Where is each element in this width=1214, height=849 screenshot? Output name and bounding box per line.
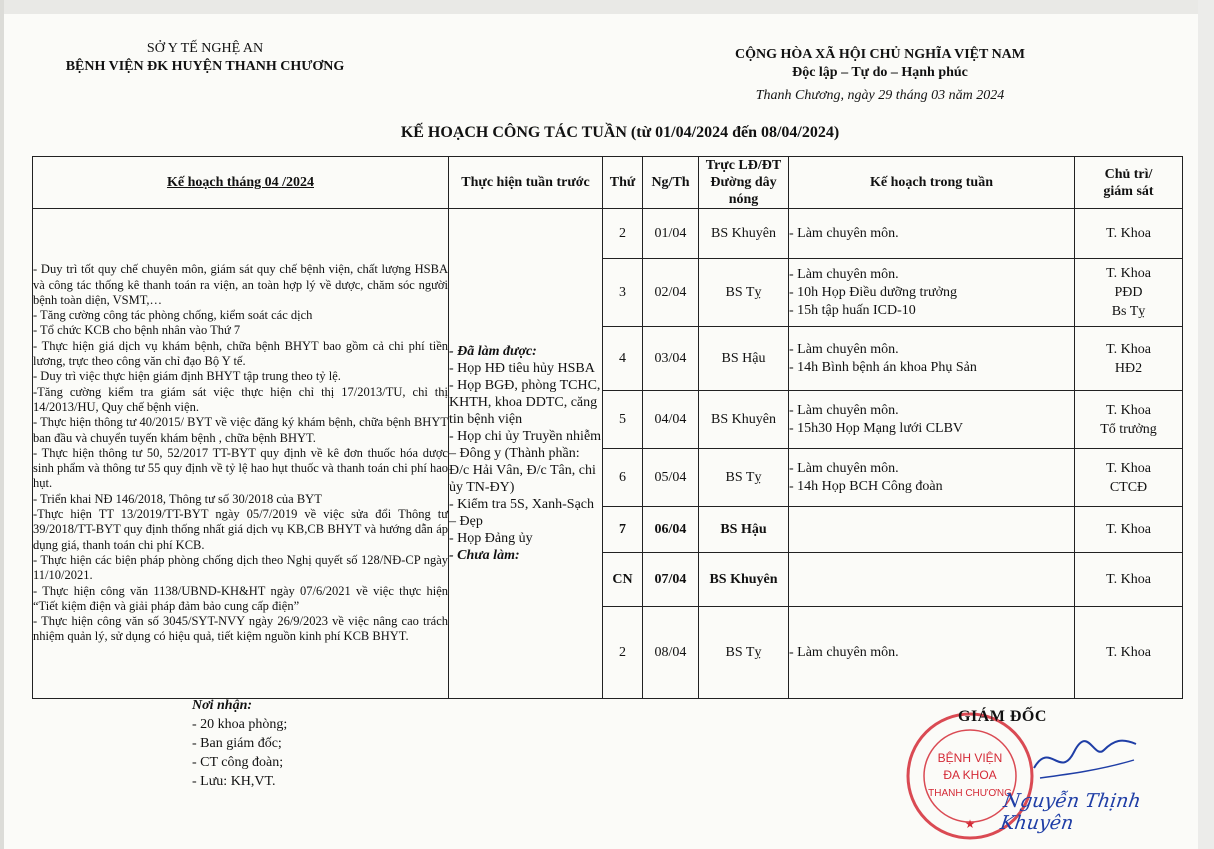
supervisor-item: T. Khoa <box>1106 522 1151 537</box>
week-plan <box>789 507 1075 553</box>
month-item: - Duy trì việc thực hiện giám định BHYT tập trung theo tỷ lệ. <box>33 369 341 384</box>
month-item: - Tăng cường công tác phòng chống, kiểm soát các dịch <box>33 308 313 323</box>
month-item: - Thực hiện công văn số 3045/SYT-NVY ngày 26/9/2023 về việc nâng cao trách nhiệm quản lý, sử dụng có hiệu quả, tiết kiệm nguồn kinh phí KCB BHYT. <box>33 614 448 644</box>
supervisor-item: T. Khoa <box>1106 572 1151 587</box>
month-item: - Thực hiện các biện pháp phòng chống dịch theo Nghị quyết số 128/NĐ-CP ngày 11/10/2021. <box>33 552 448 583</box>
plan-item: - Làm chuyên môn. <box>789 266 899 282</box>
week-plan <box>789 327 1075 391</box>
duty-doctor: BS Tỵ <box>699 259 789 327</box>
supervisor <box>1075 553 1183 607</box>
header-duty <box>699 157 789 209</box>
director-title: GIÁM ĐỐC <box>958 708 1047 725</box>
date: 08/04 <box>643 607 699 699</box>
supervisor-item: Bs Tỵ <box>1111 304 1146 319</box>
duty-doctor: BS Tỵ <box>699 449 789 507</box>
plan-item: - 14h Họp BCH Công đoàn <box>789 478 943 494</box>
month-item: -Thực hiện TT 13/2019/TT-BYT ngày 05/7/2019 về việc sửa đổi Thông tư 39/2018/TT-BYT quy định thống nhất giá dịch vụ KB,CB BHYT và hướng dẫn áp dụng giá, thanh toán chi phí KCB. <box>33 507 448 552</box>
nation-name: CỘNG HÒA XÃ HỘI CHỦ NGHĨA VIỆT NAM <box>734 47 1025 62</box>
supervisor <box>1075 449 1183 507</box>
plan-item: - Làm chuyên môn. <box>789 644 899 660</box>
date: 05/04 <box>643 449 699 507</box>
header-supervisor-line2: giám sát <box>1103 183 1154 199</box>
supervisor-item: T. Khoa <box>1106 402 1151 418</box>
supervisor-item: T. Khoa <box>1106 341 1151 357</box>
supervisor <box>1075 507 1183 553</box>
date: 06/04 <box>643 507 699 553</box>
done-item: - Họp BGĐ, phòng TCHC, KHTH, khoa DDTC, căng tin bệnh viện <box>449 378 601 427</box>
recipients-block <box>192 696 287 791</box>
header-date: Ng/Th <box>643 157 699 209</box>
supervisor-item: T. Khoa <box>1106 266 1151 281</box>
weekday: 6 <box>603 449 643 507</box>
supervisor-item: T. Khoa <box>1106 460 1151 476</box>
duty-doctor: BS Tỵ <box>699 607 789 699</box>
week-plan <box>789 259 1075 327</box>
plan-item: - 15h30 Họp Mạng lưới CLBV <box>789 420 964 436</box>
supervisor-item: T. Khoa <box>1106 645 1151 660</box>
header-supervisor-line1: Chủ trì/ <box>1104 166 1153 182</box>
weekday: 7 <box>603 507 643 553</box>
supervisor-item: PĐD <box>1114 285 1143 300</box>
recipient-item: - Ban giám đốc; <box>192 736 282 751</box>
date: 03/04 <box>643 327 699 391</box>
seal-line-3: THANH CHƯƠNG <box>928 788 1012 799</box>
week-plan <box>789 553 1075 607</box>
weekday: 2 <box>603 209 643 259</box>
previous-week-cell <box>449 209 603 699</box>
header-previous-week: Thực hiện tuần trước <box>449 157 603 209</box>
not-done-label: - Chưa làm: <box>449 548 520 563</box>
month-item: - Thực hiện công văn 1138/UBND-KH&HT ngày 07/6/2021 về việc thực hiện “Tiết kiệm điện và giải pháp đảm bảo cung cấp điện” <box>33 583 448 613</box>
weekday: CN <box>603 553 643 607</box>
plan-item: - Làm chuyên môn. <box>789 460 899 476</box>
duty-doctor: BS Khuyên <box>699 553 789 607</box>
month-item: - Triển khai NĐ 146/2018, Thông tư số 30/2018 của BYT <box>33 491 322 506</box>
seal-line-2: ĐA KHOA <box>943 768 997 782</box>
date: 04/04 <box>643 391 699 449</box>
scan-edge-right <box>1198 0 1214 849</box>
signature-stroke-icon <box>1030 730 1140 790</box>
recipient-item: - CT công đoàn; <box>192 755 284 770</box>
month-item: -Tăng cường kiểm tra giám sát việc thực hiện chỉ thị 17/2013/TU, chỉ thị 14/2013/HU, Quy chế bệnh viện. <box>33 384 448 414</box>
week-plan <box>789 391 1075 449</box>
director-name: Nguyễn Thịnh Khuyên <box>998 790 1143 834</box>
document-date: Thanh Chương, ngày 29 tháng 03 năm 2024 <box>755 88 1005 103</box>
header-month-plan: Kế hoạch tháng 04 /2024 <box>33 157 449 209</box>
plan-item: - 14h Bình bệnh án khoa Phụ Sản <box>789 359 977 375</box>
hospital-name: BỆNH VIỆN ĐK HUYỆN THANH CHƯƠNG <box>65 59 345 74</box>
supervisor <box>1075 327 1183 391</box>
month-item: - Thực hiện thông tư 50, 52/2017 TT-BYT quy định về kê đơn thuốc hóa dược sinh phẩm và thông tư 55 quy định về tỷ lệ hao hụt thuốc và thanh toán chi phí hao hụt. <box>33 445 448 491</box>
week-plan <box>789 607 1075 699</box>
weekday: 5 <box>603 391 643 449</box>
month-item: - Thực hiện giá dịch vụ khám bệnh, chữa bệnh BHYT bao gồm cả chi phí tiền lương, trực theo công văn chỉ đạo Bộ Y tế. <box>33 338 448 369</box>
duty-doctor: BS Khuyên <box>699 391 789 449</box>
header-supervisor <box>1075 157 1183 209</box>
department-name: SỞ Y TẾ NGHỆ AN <box>146 41 264 56</box>
month-item: - Duy trì tốt quy chế chuyên môn, giám sát quy chế bệnh viện, chất lượng HSBA và công tác thống kê thanh toán ra viện, an toàn hợp lý về dược, chăm sóc người bệnh toàn diện, VSMT,… <box>33 262 448 307</box>
month-plan-cell <box>33 209 449 699</box>
supervisor-item: CTCĐ <box>1109 479 1148 495</box>
supervisor <box>1075 259 1183 327</box>
week-plan <box>789 449 1075 507</box>
header-week-plan: Kế hoạch trong tuần <box>789 157 1075 209</box>
issuer-header <box>40 40 370 76</box>
duty-doctor: BS Khuyên <box>699 209 789 259</box>
weekday: 2 <box>603 607 643 699</box>
header-weekday: Thứ <box>603 157 643 209</box>
supervisor <box>1075 607 1183 699</box>
header-duty-line2: Đường dây nóng <box>710 175 777 207</box>
svg-text:★: ★ <box>964 817 976 831</box>
plan-item: - 10h Họp Điều dưỡng trưởng <box>789 284 958 300</box>
done-item: - Kiểm tra 5S, Xanh-Sạch – Đẹp <box>449 497 595 529</box>
table-row <box>33 209 1183 259</box>
scan-edge-top <box>0 0 1214 14</box>
national-motto: Độc lập – Tự do – Hạnh phúc <box>792 65 968 80</box>
done-item: - Họp HĐ tiêu hủy HSBA <box>449 361 595 376</box>
done-item: - Họp chi ủy Truyền nhiễm – Đông y (Thành phần: Đ/c Hải Vân, Đ/c Tân, chi ủy TN-ĐY) <box>449 429 602 495</box>
recipients-label: Nơi nhận: <box>192 698 253 713</box>
supervisor <box>1075 391 1183 449</box>
plan-item: - 15h tập huấn ICD-10 <box>789 302 916 318</box>
plan-item: - Làm chuyên môn. <box>789 225 899 241</box>
recipient-item: - 20 khoa phòng; <box>192 717 288 732</box>
supervisor-item: Tổ trưởng <box>1100 421 1157 437</box>
recipient-item: - Lưu: KH,VT. <box>192 774 276 789</box>
month-item: - Thực hiện thông tư 40/2015/ BYT về việc đăng ký khám bệnh, chữa bệnh BHYT ban đầu và chuyển tuyến khám bệnh , chữa bệnh BHYT. <box>33 415 448 445</box>
document-title: KẾ HOẠCH CÔNG TÁC TUẦN (từ 01/04/2024 đến 08/04/2024) <box>400 124 840 141</box>
weekday: 4 <box>603 327 643 391</box>
supervisor-item: T. Khoa <box>1106 226 1151 241</box>
header-duty-line1: Trực LĐ/ĐT <box>705 158 782 173</box>
done-label: - Đã làm được: <box>449 344 537 359</box>
plan-item: - Làm chuyên môn. <box>789 341 899 357</box>
duty-doctor: BS Hậu <box>699 327 789 391</box>
date: 07/04 <box>643 553 699 607</box>
table-header-row <box>33 157 1183 209</box>
supervisor-item: HĐ2 <box>1114 360 1143 376</box>
date: 01/04 <box>643 209 699 259</box>
month-item: - Tổ chức KCB cho bệnh nhân vào Thứ 7 <box>33 323 241 338</box>
duty-doctor: BS Hậu <box>699 507 789 553</box>
scan-edge-left <box>0 0 4 849</box>
plan-item: - Làm chuyên môn. <box>789 402 899 418</box>
national-header <box>690 46 1070 82</box>
weekday: 3 <box>603 259 643 327</box>
weekly-plan-table <box>32 156 1183 699</box>
date: 02/04 <box>643 259 699 327</box>
supervisor <box>1075 209 1183 259</box>
seal-line-1: BỆNH VIỆN <box>937 751 1003 765</box>
week-plan <box>789 209 1075 259</box>
done-item: - Họp Đảng ủy <box>449 531 533 546</box>
